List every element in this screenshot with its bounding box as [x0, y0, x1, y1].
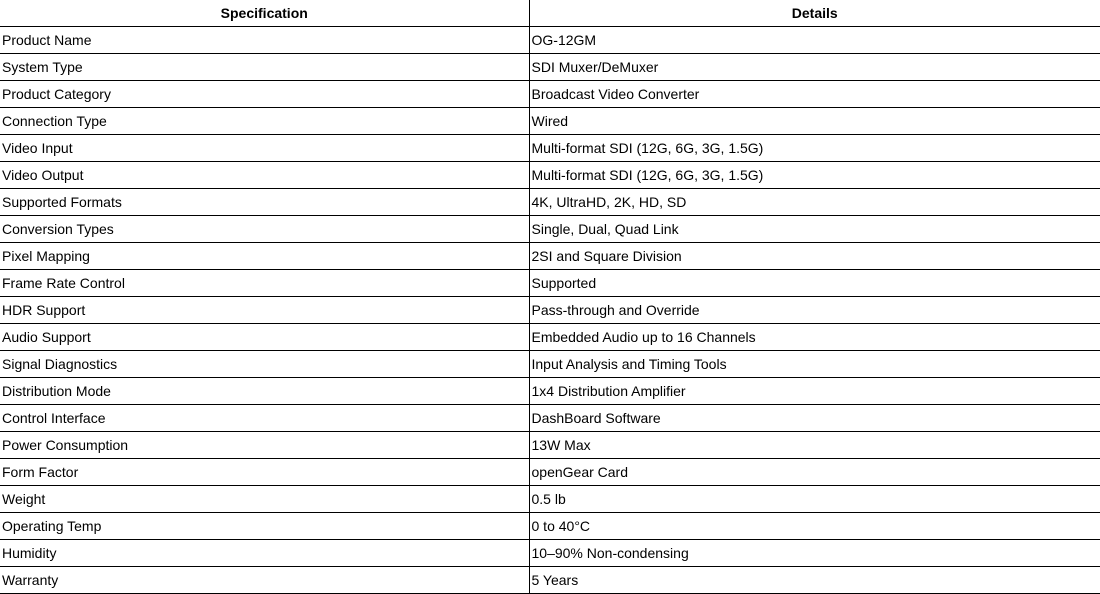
table-row [0, 135, 1100, 162]
spec-value-cell: Pass-through and Override [529, 297, 1100, 324]
spec-name-cell: Distribution Mode [0, 378, 529, 405]
spec-name-cell: Operating Temp [0, 513, 529, 540]
spec-name-cell: Weight [0, 486, 529, 513]
column-header-specification: Specification [0, 0, 529, 27]
spec-value-cell: Multi-format SDI (12G, 6G, 3G, 1.5G) [529, 135, 1100, 162]
table-row [0, 270, 1100, 297]
table-row [0, 459, 1100, 486]
spec-name-cell: Connection Type [0, 108, 529, 135]
table-row [0, 486, 1100, 513]
spec-value-cell: 1x4 Distribution Amplifier [529, 378, 1100, 405]
spec-name-cell: Power Consumption [0, 432, 529, 459]
table-row [0, 351, 1100, 378]
spec-name-cell: Product Category [0, 81, 529, 108]
table-row [0, 162, 1100, 189]
spec-value-cell: Embedded Audio up to 16 Channels [529, 324, 1100, 351]
spec-name-cell: System Type [0, 54, 529, 81]
table-row [0, 324, 1100, 351]
spec-value-cell: 5 Years [529, 567, 1100, 594]
table-row [0, 243, 1100, 270]
table-row [0, 81, 1100, 108]
table-row [0, 405, 1100, 432]
spec-name-cell: Supported Formats [0, 189, 529, 216]
table-row [0, 378, 1100, 405]
spec-value-cell: 0.5 lb [529, 486, 1100, 513]
table-row [0, 189, 1100, 216]
spec-value-cell: 10–90% Non-condensing [529, 540, 1100, 567]
spec-value-cell: SDI Muxer/DeMuxer [529, 54, 1100, 81]
table-row [0, 567, 1100, 594]
spec-value-cell: 13W Max [529, 432, 1100, 459]
spec-value-cell: 4K, UltraHD, 2K, HD, SD [529, 189, 1100, 216]
spec-value-cell: openGear Card [529, 459, 1100, 486]
spec-value-cell: Input Analysis and Timing Tools [529, 351, 1100, 378]
table-row [0, 27, 1100, 54]
table-row [0, 216, 1100, 243]
spec-value-cell: OG-12GM [529, 27, 1100, 54]
spec-value-cell: 0 to 40°C [529, 513, 1100, 540]
table-row [0, 108, 1100, 135]
column-header-details: Details [529, 0, 1100, 27]
table-row [0, 432, 1100, 459]
spec-value-cell: Supported [529, 270, 1100, 297]
spec-name-cell: Pixel Mapping [0, 243, 529, 270]
table-row [0, 54, 1100, 81]
spec-name-cell: Frame Rate Control [0, 270, 529, 297]
header-row [0, 0, 1100, 27]
spec-value-cell: Wired [529, 108, 1100, 135]
spec-value-cell: Broadcast Video Converter [529, 81, 1100, 108]
table-row [0, 540, 1100, 567]
table-row [0, 513, 1100, 540]
spec-name-cell: Audio Support [0, 324, 529, 351]
spec-name-cell: Control Interface [0, 405, 529, 432]
spec-table-body [0, 27, 1100, 594]
spec-name-cell: Video Input [0, 135, 529, 162]
spec-name-cell: Product Name [0, 27, 529, 54]
spec-value-cell: Single, Dual, Quad Link [529, 216, 1100, 243]
spec-name-cell: Signal Diagnostics [0, 351, 529, 378]
spec-value-cell: 2SI and Square Division [529, 243, 1100, 270]
spec-name-cell: Warranty [0, 567, 529, 594]
spec-name-cell: HDR Support [0, 297, 529, 324]
spec-name-cell: Humidity [0, 540, 529, 567]
spec-value-cell: Multi-format SDI (12G, 6G, 3G, 1.5G) [529, 162, 1100, 189]
table-row [0, 297, 1100, 324]
spec-name-cell: Form Factor [0, 459, 529, 486]
spec-name-cell: Conversion Types [0, 216, 529, 243]
spec-name-cell: Video Output [0, 162, 529, 189]
spec-value-cell: DashBoard Software [529, 405, 1100, 432]
